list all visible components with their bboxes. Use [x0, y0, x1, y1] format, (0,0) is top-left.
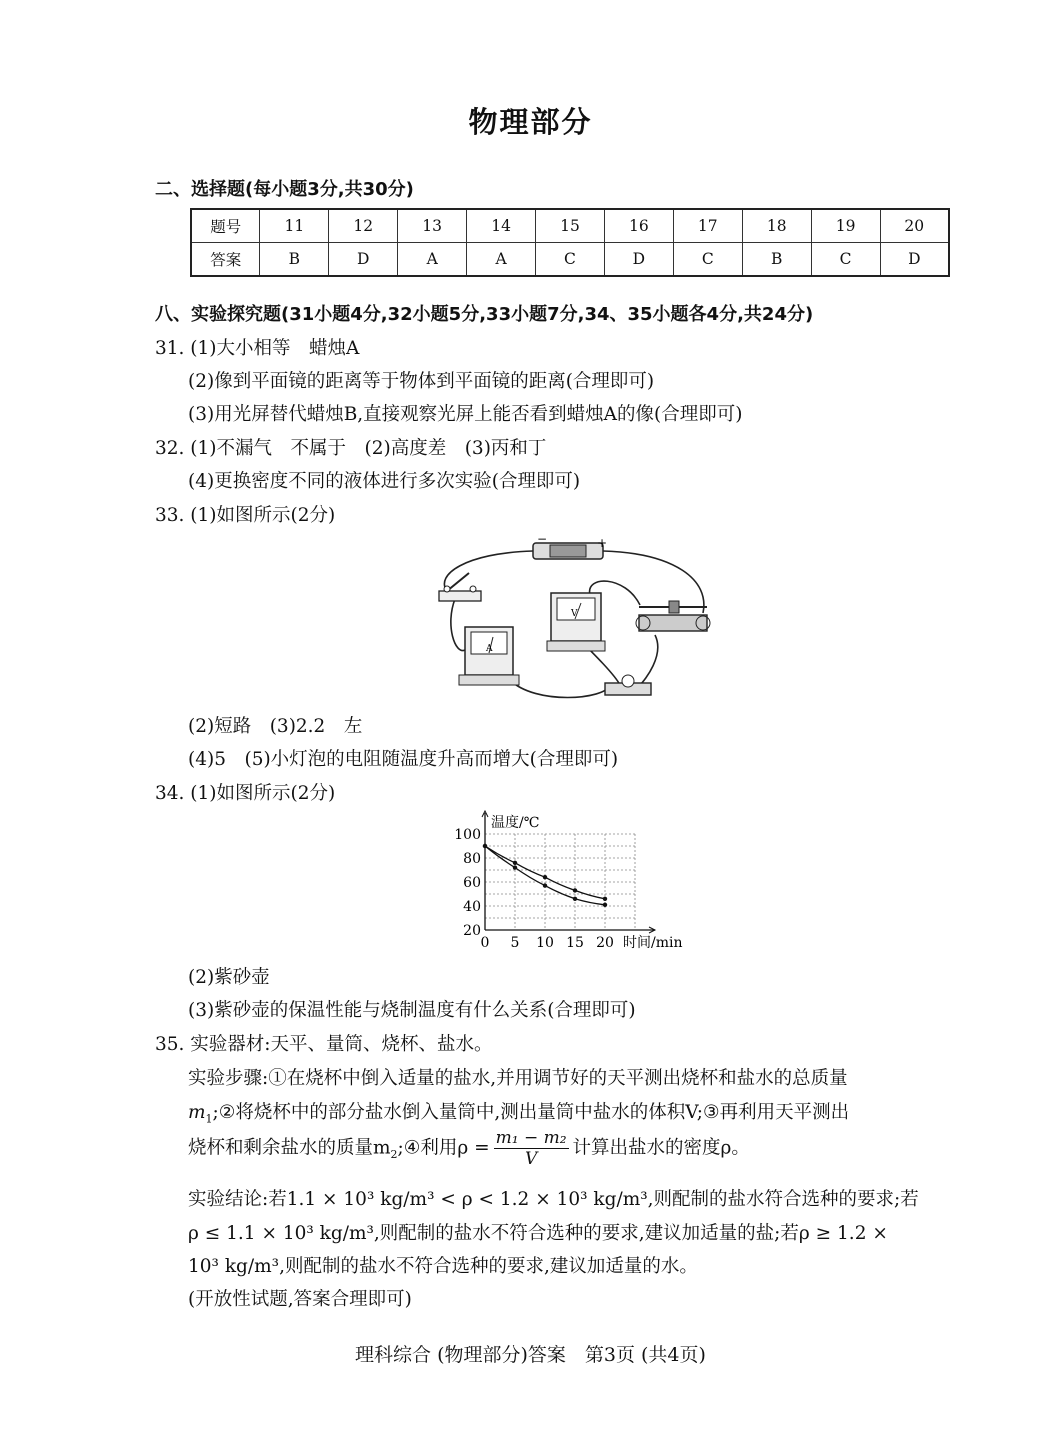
data-point: [603, 897, 607, 901]
chart-series: [483, 844, 607, 907]
ammeter: [459, 627, 519, 685]
question-number: 12: [329, 209, 398, 243]
x-tick-label: 15: [566, 935, 584, 951]
answer-cell: B: [260, 243, 329, 277]
y-axis-label: 温度/℃: [491, 815, 540, 831]
switch: [439, 573, 481, 601]
answer-cell: D: [604, 243, 673, 277]
question-number: 19: [811, 209, 880, 243]
density-fraction: [494, 1128, 569, 1169]
q31-line-2: (2)像到平面镜的距离等于物体到平面镜的距离(合理即可): [188, 371, 655, 392]
data-point: [513, 861, 517, 865]
data-point: [543, 875, 547, 879]
question-number: 16: [604, 209, 673, 243]
y-tick-label: 40: [463, 899, 481, 915]
chart-grid: [485, 834, 635, 930]
question-number: 15: [536, 209, 605, 243]
answer-table: [190, 208, 950, 277]
x-axis-label: 时间/min: [623, 935, 683, 951]
m1-symbol: m: [188, 1102, 206, 1123]
answer-cell: D: [329, 243, 398, 277]
answer-cell: D: [880, 243, 949, 277]
answer-cell: A: [398, 243, 467, 277]
section-8-heading: 八、实验探究题(31小题4分,32小题5分,33小题7分,34、35小题各4分,共24分): [155, 304, 814, 325]
answer-cell: C: [536, 243, 605, 277]
ammeter-label: A: [486, 644, 493, 654]
data-point: [603, 903, 607, 907]
q35-line-1: 35. 实验器材:天平、量筒、烧杯、盐水。: [155, 1034, 493, 1055]
battery-minus-label: −: [537, 535, 548, 546]
x-tick-label: 10: [536, 935, 554, 951]
q35-line-4: [188, 1128, 750, 1169]
m1-subscript: 1: [205, 1112, 213, 1126]
temperature-chart: [445, 805, 705, 955]
q35-line-8: (开放性试题,答案合理即可): [188, 1289, 412, 1310]
q32-line-1: 32. (1)不漏气 不属于 (2)高度差 (3)丙和丁: [155, 438, 547, 459]
battery: [533, 535, 607, 559]
data-point: [573, 897, 577, 901]
row-label: 答案: [191, 243, 260, 277]
answer-cell: C: [673, 243, 742, 277]
table-row: [191, 209, 949, 243]
q34-line-3: (3)紫砂壶的保温性能与烧制温度有什么关系(合理即可): [188, 1000, 636, 1021]
answer-cell: B: [742, 243, 811, 277]
battery-plus-label: +: [597, 536, 608, 550]
data-point: [513, 865, 517, 869]
q35-line-7: 10³ kg/m³,则配制的盐水不符合选种的要求,建议加适量的水。: [188, 1256, 698, 1277]
q35-line-5: 实验结论:若1.1 × 10³ kg/m³ < ρ < 1.2 × 10³ kg/m³,则配制的盐水符合选种的要求;若: [188, 1189, 919, 1210]
fraction-denominator: V: [524, 1149, 538, 1169]
x-tick-label: 5: [510, 935, 520, 951]
question-number: 20: [880, 209, 949, 243]
circuit-diagram: [425, 535, 725, 705]
q32-line-2: (4)更换密度不同的液体进行多次实验(合理即可): [188, 471, 581, 492]
page-title: 物理部分: [468, 105, 593, 139]
y-tick-label: 100: [454, 827, 481, 843]
y-tick-label: 80: [463, 851, 481, 867]
section-2-heading: 二、选择题(每小题3分,共30分): [155, 179, 414, 200]
data-point: [543, 883, 547, 887]
y-tick-label: 60: [463, 875, 481, 891]
q35-line-6: ρ ≤ 1.1 × 10³ kg/m³,则配制的盐水不符合选种的要求,建议加适量的盐;若ρ ≥ 1.2 ×: [188, 1223, 888, 1244]
q35-line-3-text: ;②将烧杯中的部分盐水倒入量筒中,测出量筒中盐水的体积V;③再利用天平测出: [212, 1102, 850, 1123]
q33-line-2: (2)短路 (3)2.2 左: [188, 716, 363, 737]
y-tick-label: 20: [463, 923, 481, 939]
q33-line-1: 33. (1)如图所示(2分): [155, 505, 336, 526]
q34-line-2: (2)紫砂壶: [188, 967, 270, 988]
x-tick-label: 0: [480, 935, 490, 951]
lamp: [605, 675, 651, 695]
q33-line-3: (4)5 (5)小灯泡的电阻随温度升高而增大(合理即可): [188, 749, 619, 770]
data-point: [573, 888, 577, 892]
page-footer: 理科综合 (物理部分)答案 第3页 (共4页): [355, 1344, 706, 1366]
q34-line-1: 34. (1)如图所示(2分): [155, 783, 336, 804]
m2-subscript: 2: [390, 1148, 398, 1162]
table-row: [191, 243, 949, 277]
chart-ticks: [454, 827, 614, 951]
fraction-numerator: m₁ − m₂: [495, 1128, 567, 1148]
x-tick-label: 20: [596, 935, 614, 951]
q35-line-2: 实验步骤:①在烧杯中倒入适量的盐水,并用调节好的天平测出烧杯和盐水的总质量: [188, 1068, 848, 1089]
row-label: 题号: [191, 209, 260, 243]
question-number: 13: [398, 209, 467, 243]
answer-cell: C: [811, 243, 880, 277]
voltmeter-label: V: [571, 609, 578, 619]
question-number: 17: [673, 209, 742, 243]
rheostat: [636, 601, 710, 631]
q35-line-4-text: 烧杯和剩余盐水的质量m: [188, 1137, 391, 1159]
q35-formula-prefix: ;④利用ρ =: [397, 1137, 490, 1159]
voltmeter: [547, 593, 605, 651]
q31-line-3: (3)用光屏替代蜡烛B,直接观察光屏上能否看到蜡烛A的像(合理即可): [188, 404, 743, 425]
q35-line-3: [188, 1098, 849, 1126]
q31-line-1: 31. (1)大小相等 蜡烛A: [155, 338, 360, 359]
q35-formula-suffix: 计算出盐水的密度ρ。: [572, 1137, 750, 1159]
question-number: 14: [467, 209, 536, 243]
data-point: [483, 844, 487, 848]
question-number: 18: [742, 209, 811, 243]
answer-cell: A: [467, 243, 536, 277]
question-number: 11: [260, 209, 329, 243]
